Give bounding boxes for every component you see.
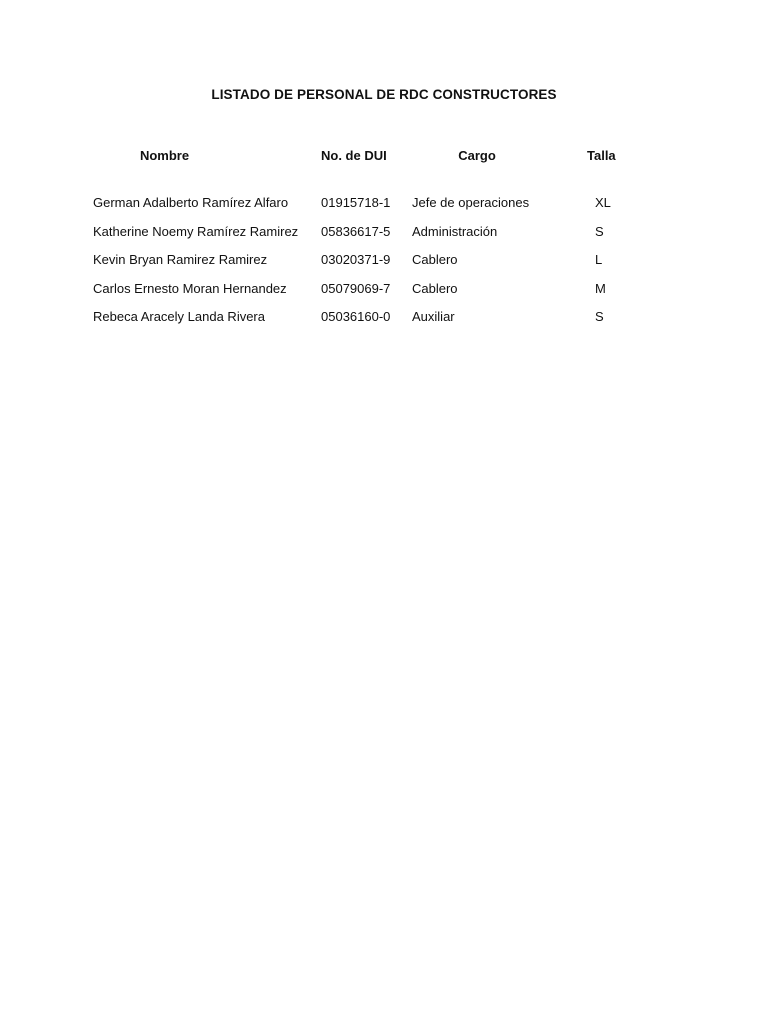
column-header-cargo: Cargo (458, 148, 496, 163)
table-row (0, 309, 768, 338)
table-row (0, 195, 768, 224)
document-title: LISTADO DE PERSONAL DE RDC CONSTRUCTORES (211, 87, 557, 102)
cell-dui: 05836617-5 (321, 223, 391, 239)
cell-talla: L (595, 252, 603, 268)
cell-dui: 05079069-7 (321, 280, 391, 296)
cell-nombre: Carlos Ernesto Moran Hernandez (93, 280, 287, 296)
cell-cargo: Auxiliar (412, 309, 455, 325)
cell-nombre: Katherine Noemy Ramírez Ramirez (93, 223, 299, 239)
cell-dui: 01915718-1 (321, 195, 391, 210)
table-row (0, 281, 768, 310)
cell-dui: 03020371-9 (321, 252, 391, 268)
cell-cargo: Jefe de operaciones (412, 195, 530, 210)
table-row (0, 252, 768, 281)
cell-dui: 05036160-0 (321, 309, 391, 325)
cell-nombre: German Adalberto Ramírez Alfaro (93, 195, 289, 210)
column-header-nombre: Nombre (139, 148, 190, 163)
personnel-table (0, 195, 768, 338)
cell-talla: S (595, 223, 604, 239)
cell-nombre: Rebeca Aracely Landa Rivera (93, 309, 265, 325)
cell-cargo: Cablero (412, 252, 458, 268)
cell-talla: S (595, 309, 604, 325)
cell-talla: M (595, 280, 606, 296)
cell-cargo: Administración (412, 223, 498, 239)
table-row (0, 224, 768, 253)
column-header-dui: No. de DUI (321, 148, 387, 163)
column-header-talla: Talla (587, 148, 616, 163)
cell-cargo: Cablero (412, 280, 458, 296)
cell-talla: XL (595, 195, 611, 210)
cell-nombre: Kevin Bryan Ramirez Ramirez (93, 252, 268, 268)
